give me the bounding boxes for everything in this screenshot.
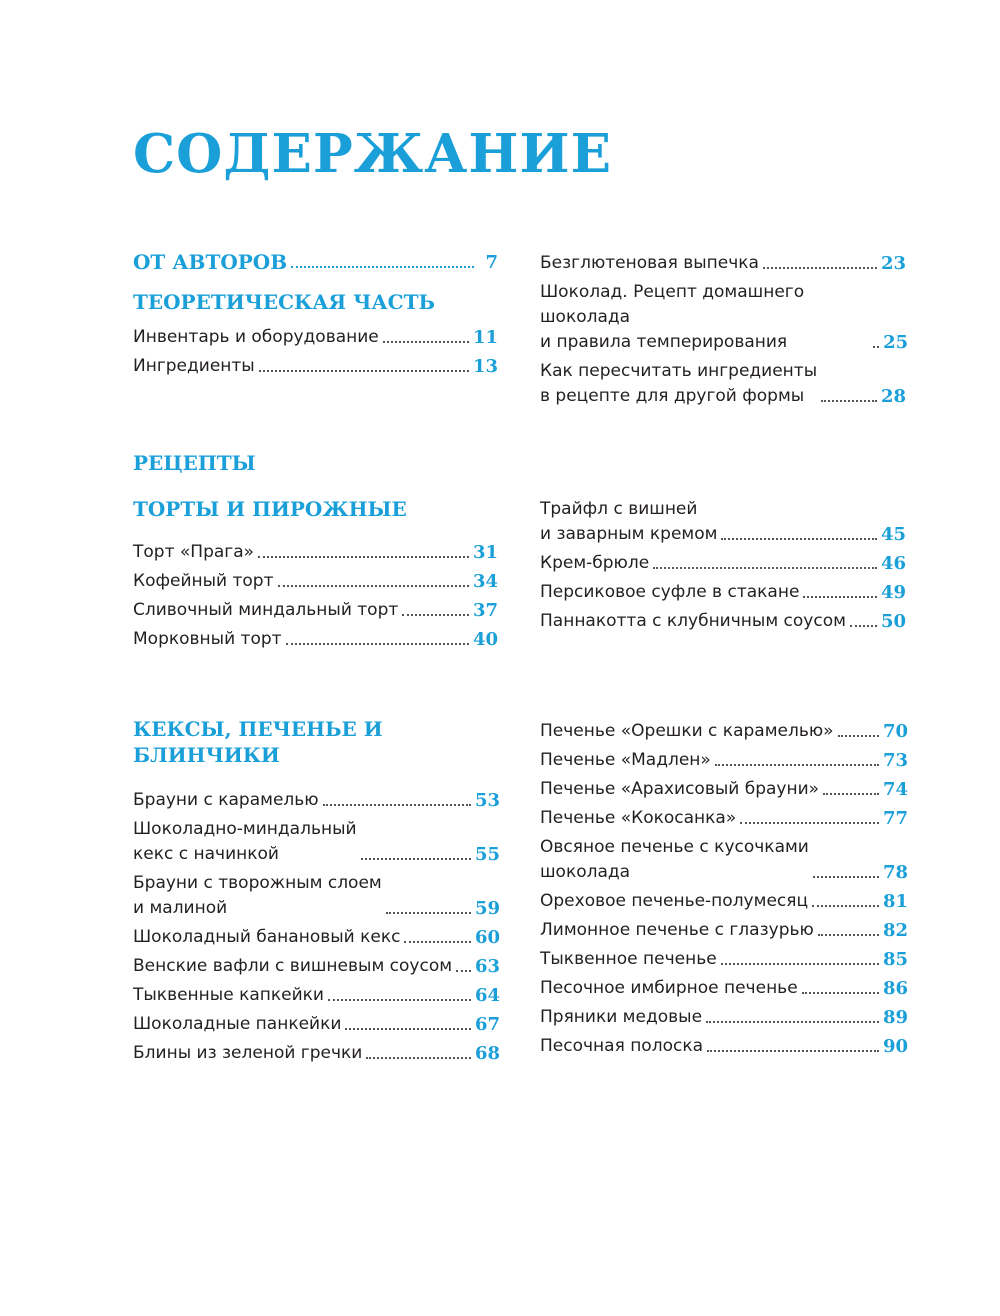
toc-column-muffins-right <box>540 719 908 1063</box>
toc-entry-title: Брауни с творожным слоем и малиной <box>133 873 382 918</box>
toc-list <box>540 719 908 1059</box>
toc-entry[interactable] <box>133 540 498 565</box>
toc-entry-title: Морковный торт <box>133 629 282 649</box>
toc-entry[interactable] <box>133 1041 500 1066</box>
toc-entry[interactable] <box>133 569 498 594</box>
toc-entry-page-number: 28 <box>880 386 906 407</box>
toc-entry-title: Тыквенные капкейки <box>133 985 324 1005</box>
toc-entry[interactable] <box>540 918 908 943</box>
dot-leader <box>838 735 879 737</box>
toc-entry[interactable] <box>540 251 906 276</box>
toc-entry[interactable] <box>540 580 906 605</box>
dot-leader <box>366 1057 471 1059</box>
toc-entry-title: Печенье «Мадлен» <box>540 750 711 770</box>
toc-entry-page-number: 67 <box>474 1014 500 1035</box>
dot-leader <box>818 934 879 936</box>
dot-leader <box>259 370 469 372</box>
toc-entry-page-number: 53 <box>474 790 500 811</box>
toc-list <box>540 251 909 409</box>
toc-entry-page-number: 70 <box>882 721 908 742</box>
toc-entry-title: Ингредиенты <box>133 356 255 376</box>
toc-entry-title: Шоколадно-миндальный кекс с начинкой <box>133 819 357 864</box>
dot-leader <box>653 567 877 569</box>
dot-leader <box>873 346 879 348</box>
toc-entry[interactable] <box>540 835 908 885</box>
toc-entry[interactable] <box>133 954 500 979</box>
toc-entry-page-number: 64 <box>474 985 500 1006</box>
dot-leader <box>345 1028 471 1030</box>
dot-leader <box>278 585 469 587</box>
dot-leader <box>383 341 469 343</box>
toc-entry-title: Трайфл с вишней и заварным кремом <box>540 499 718 544</box>
dot-leader <box>404 941 470 943</box>
toc-entry[interactable] <box>540 359 906 409</box>
toc-entry-title: Ореховое печенье-полумесяц <box>540 891 809 911</box>
dot-leader <box>361 858 471 860</box>
toc-entry-page-number: 11 <box>472 327 498 348</box>
dot-leader <box>715 764 879 766</box>
toc-entry[interactable] <box>133 598 498 623</box>
toc-entry-title: Печенье «Арахисовый брауни» <box>540 779 820 799</box>
toc-column-theory-right <box>540 251 909 413</box>
toc-entry-page-number: 34 <box>472 571 498 592</box>
toc-entry-page-number: 23 <box>880 253 906 274</box>
toc-entry[interactable] <box>133 788 500 813</box>
toc-entry-title: Безглютеновая выпечка <box>540 253 759 273</box>
toc-column-cakes-right <box>540 497 906 638</box>
toc-list <box>133 788 500 1066</box>
toc-entry-title: Паннакотта с клубничным соусом <box>540 611 846 631</box>
toc-list <box>540 497 906 634</box>
toc-entry-page-number: 81 <box>882 891 908 912</box>
toc-entry-title: Тыквенное печенье <box>540 949 717 969</box>
toc-entry-from-authors[interactable]: ОТ АВТОРОВ 7 <box>133 250 498 274</box>
toc-entry[interactable] <box>540 609 906 634</box>
toc-entry-page-number: 77 <box>882 808 908 829</box>
toc-entry-title: Лимонное печенье с глазурью <box>540 920 814 940</box>
section-heading-theory: ТЕОРЕТИЧЕСКАЯ ЧАСТЬ <box>133 290 435 314</box>
section-heading-cakes: ТОРТЫ И ПИРОЖНЫЕ <box>133 497 407 521</box>
toc-entry[interactable] <box>540 976 908 1001</box>
dot-leader <box>721 538 876 540</box>
toc-entry-page-number: 90 <box>882 1036 908 1057</box>
toc-entry-page-number: 63 <box>474 956 500 977</box>
toc-entry-page-number: 40 <box>472 629 498 650</box>
toc-entry-page-number: 60 <box>474 927 500 948</box>
dot-leader <box>813 876 879 878</box>
toc-entry-title: Шоколадный банановый кекс <box>133 927 401 947</box>
toc-column-theory-left <box>133 250 498 383</box>
toc-entry[interactable] <box>540 947 908 972</box>
section-heading-recipes: РЕЦЕПТЫ <box>133 451 256 475</box>
toc-entry-title: Персиковое суфле в стакане <box>540 582 800 602</box>
toc-entry-title: Песочное имбирное печенье <box>540 978 798 998</box>
toc-entry-page-number: 85 <box>882 949 908 970</box>
toc-entry-page-number: 89 <box>882 1007 908 1028</box>
dot-leader <box>386 912 471 914</box>
dot-leader <box>850 625 877 627</box>
dot-leader <box>802 992 879 994</box>
dot-leader <box>763 267 877 269</box>
dot-leader <box>456 970 471 972</box>
dot-leader <box>323 804 471 806</box>
toc-entry[interactable] <box>133 325 498 350</box>
toc-entry-title: Шоколадные панкейки <box>133 1014 342 1034</box>
toc-entry-page-number: 74 <box>882 779 908 800</box>
toc-entry[interactable] <box>540 551 906 576</box>
toc-entry-title: Крем-брюле <box>540 553 650 573</box>
toc-entry-title: Сливочный миндальный торт <box>133 600 399 620</box>
toc-entry-title: Брауни с карамелью <box>133 790 319 810</box>
toc-column-cakes-left <box>133 450 498 656</box>
toc-entry-title: Песочная полоска <box>540 1036 704 1056</box>
toc-entry-title: Инвентарь и оборудование <box>133 327 379 347</box>
toc-entry-title: Торт «Прага» <box>133 542 255 562</box>
toc-entry[interactable] <box>133 925 500 950</box>
dot-leader <box>328 999 471 1001</box>
toc-entry[interactable] <box>540 806 908 831</box>
toc-entry-page-number: 25 <box>883 332 909 353</box>
toc-list <box>133 540 498 652</box>
toc-entry-page-number: 78 <box>882 862 908 883</box>
dot-leader <box>706 1021 879 1023</box>
toc-entry-page-number: 55 <box>474 844 500 865</box>
toc-entry-page-number: 59 <box>474 898 500 919</box>
toc-entry-page-number: 50 <box>880 611 906 632</box>
toc-entry[interactable] <box>540 280 909 355</box>
dot-leader <box>258 556 469 558</box>
toc-entry-page-number: 86 <box>882 978 908 999</box>
toc-entry-page-number: 82 <box>882 920 908 941</box>
toc-entry-title: Печенье «Орешки с карамелью» <box>540 721 834 741</box>
toc-entry[interactable] <box>540 1034 908 1059</box>
toc-entry[interactable] <box>540 1005 908 1030</box>
dot-leader <box>286 643 469 645</box>
dot-leader <box>402 614 469 616</box>
toc-entry-page-number: 31 <box>472 542 498 563</box>
toc-entry[interactable] <box>540 889 908 914</box>
dot-leader <box>291 266 474 268</box>
toc-entry[interactable] <box>540 497 906 547</box>
toc-entry-page-number: 49 <box>880 582 906 603</box>
toc-entry[interactable] <box>133 354 498 379</box>
toc-entry-page-number: 13 <box>472 356 498 377</box>
toc-entry-title: Как пересчитать ингредиенты в рецепте для другой формы <box>540 361 818 406</box>
toc-entry[interactable] <box>133 1012 500 1037</box>
page-title: СОДЕРЖАНИЕ <box>133 123 612 185</box>
toc-entry-title: Пряники медовые <box>540 1007 703 1027</box>
toc-entry[interactable] <box>133 871 500 921</box>
dot-leader <box>821 400 877 402</box>
toc-entry-title: Печенье «Кокосанка» <box>540 808 737 828</box>
toc-entry[interactable] <box>540 719 908 744</box>
dot-leader <box>707 1050 879 1052</box>
toc-entry-page-number: 45 <box>880 524 906 545</box>
section-heading-muffins: КЕКСЫ, ПЕЧЕНЬЕ И БЛИНЧИКИ <box>133 717 383 767</box>
toc-entry-title: Шоколад. Рецепт домашнего шоколада и правила темперирования <box>540 282 805 352</box>
dot-leader <box>740 822 879 824</box>
dot-leader <box>803 596 877 598</box>
toc-entry-title: Венские вафли с вишневым соусом <box>133 956 453 976</box>
dot-leader <box>823 793 879 795</box>
toc-entry[interactable] <box>133 817 500 867</box>
toc-entry-page-number: 37 <box>472 600 498 621</box>
toc-entry[interactable] <box>540 777 908 802</box>
toc-entry[interactable] <box>540 748 908 773</box>
toc-entry[interactable] <box>133 627 498 652</box>
toc-entry-page-number: 46 <box>880 553 906 574</box>
toc-column-muffins-left <box>133 716 500 1070</box>
toc-list <box>133 325 498 379</box>
dot-leader <box>721 963 879 965</box>
toc-entry-title: Овсяное печенье с кусочками шоколада <box>540 837 809 882</box>
toc-entry-page-number: 73 <box>882 750 908 771</box>
toc-entry-title: Блины из зеленой гречки <box>133 1043 363 1063</box>
toc-entry-title: Кофейный торт <box>133 571 274 591</box>
dot-leader <box>812 905 879 907</box>
toc-entry-page-number: 68 <box>474 1043 500 1064</box>
toc-entry[interactable] <box>133 983 500 1008</box>
